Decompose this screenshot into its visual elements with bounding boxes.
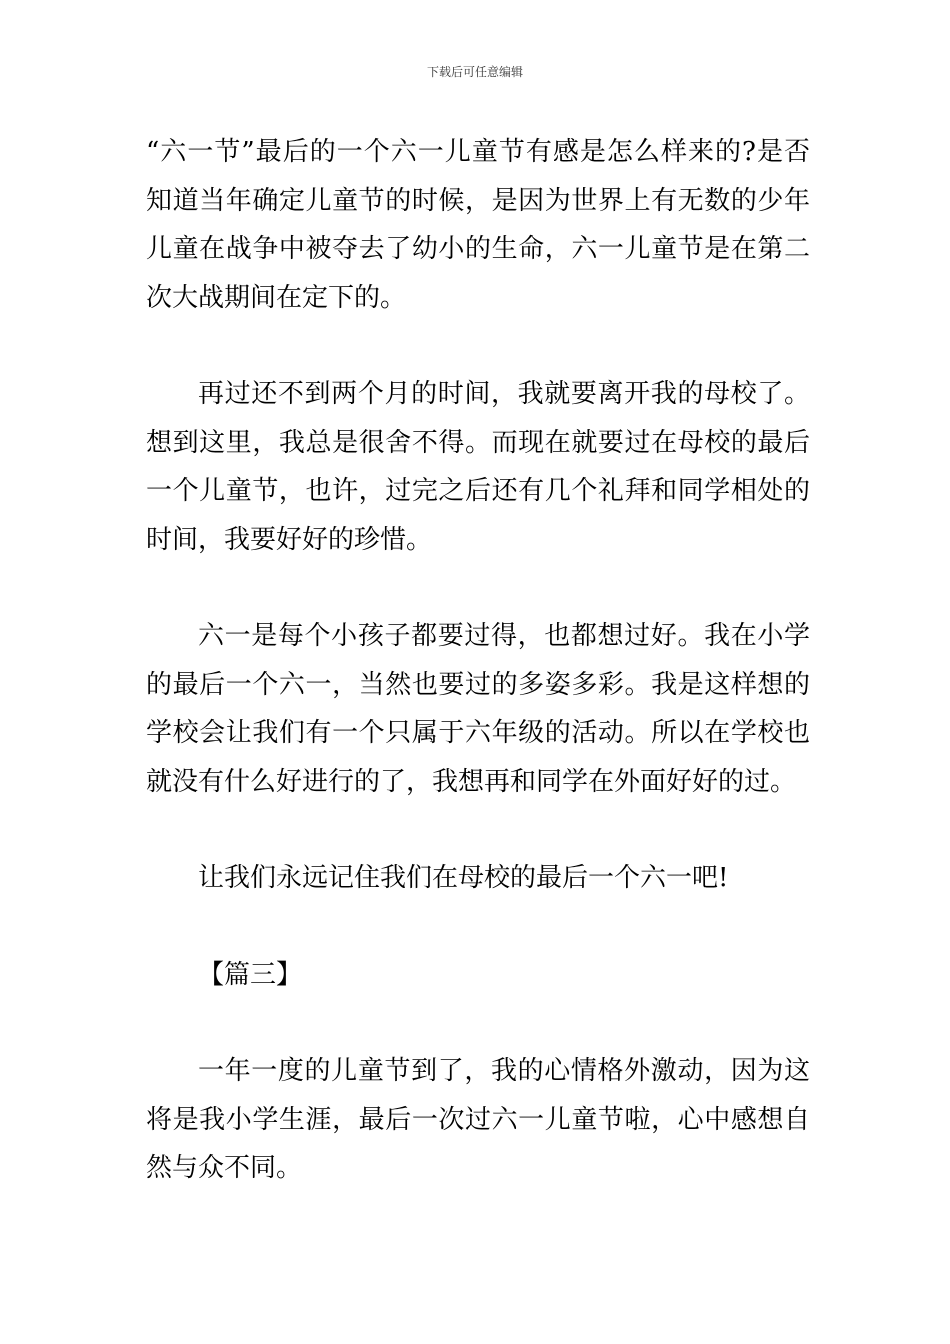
paragraph-1: “六一节”最后的一个六一儿童节有感是怎么样来的?是否知道当年确定儿童节的时候，是因为世界上有无数的少年儿童在战争中被夺去了幼小的生命，六一儿童节是在第二次大战期间在定下的。: [146, 137, 810, 313]
paragraph-5: 一年一度的儿童节到了，我的心情格外激动，因为这将是我小学生涯，最后一次过六一儿童节啦，心中感想自然与众不同。: [146, 1056, 810, 1183]
paragraph-spacer: [146, 903, 810, 951]
section-title: 【篇三】: [198, 959, 303, 990]
paragraph-3: 六一是每个小孩子都要过得，也都想过好。我在小学的最后一个六一，当然也要过的多姿多彩。我是这样想的学校会让我们有一个只属于六年级的活动。所以在学校也就没有什么好进行的了，我想再和同学在外面好好的过。: [146, 621, 810, 797]
page-header: 下载后可任意编辑: [426, 65, 523, 79]
document-body: [146, 128, 810, 1193]
paragraph-spacer: [146, 806, 810, 854]
paragraph-spacer: [146, 564, 810, 612]
paragraph-spacer: [146, 999, 810, 1047]
paragraph-4: 让我们永远记住我们在母校的最后一个六一吧!: [198, 863, 729, 893]
paragraph-spacer: [146, 322, 810, 370]
paragraph-2: 再过还不到两个月的时间，我就要离开我的母校了。想到这里，我总是很舍不得。而现在就要过在母校的最后一个儿童节，也许，过完之后还有几个礼拜和同学相处的时间，我要好好的珍惜。: [146, 379, 810, 555]
